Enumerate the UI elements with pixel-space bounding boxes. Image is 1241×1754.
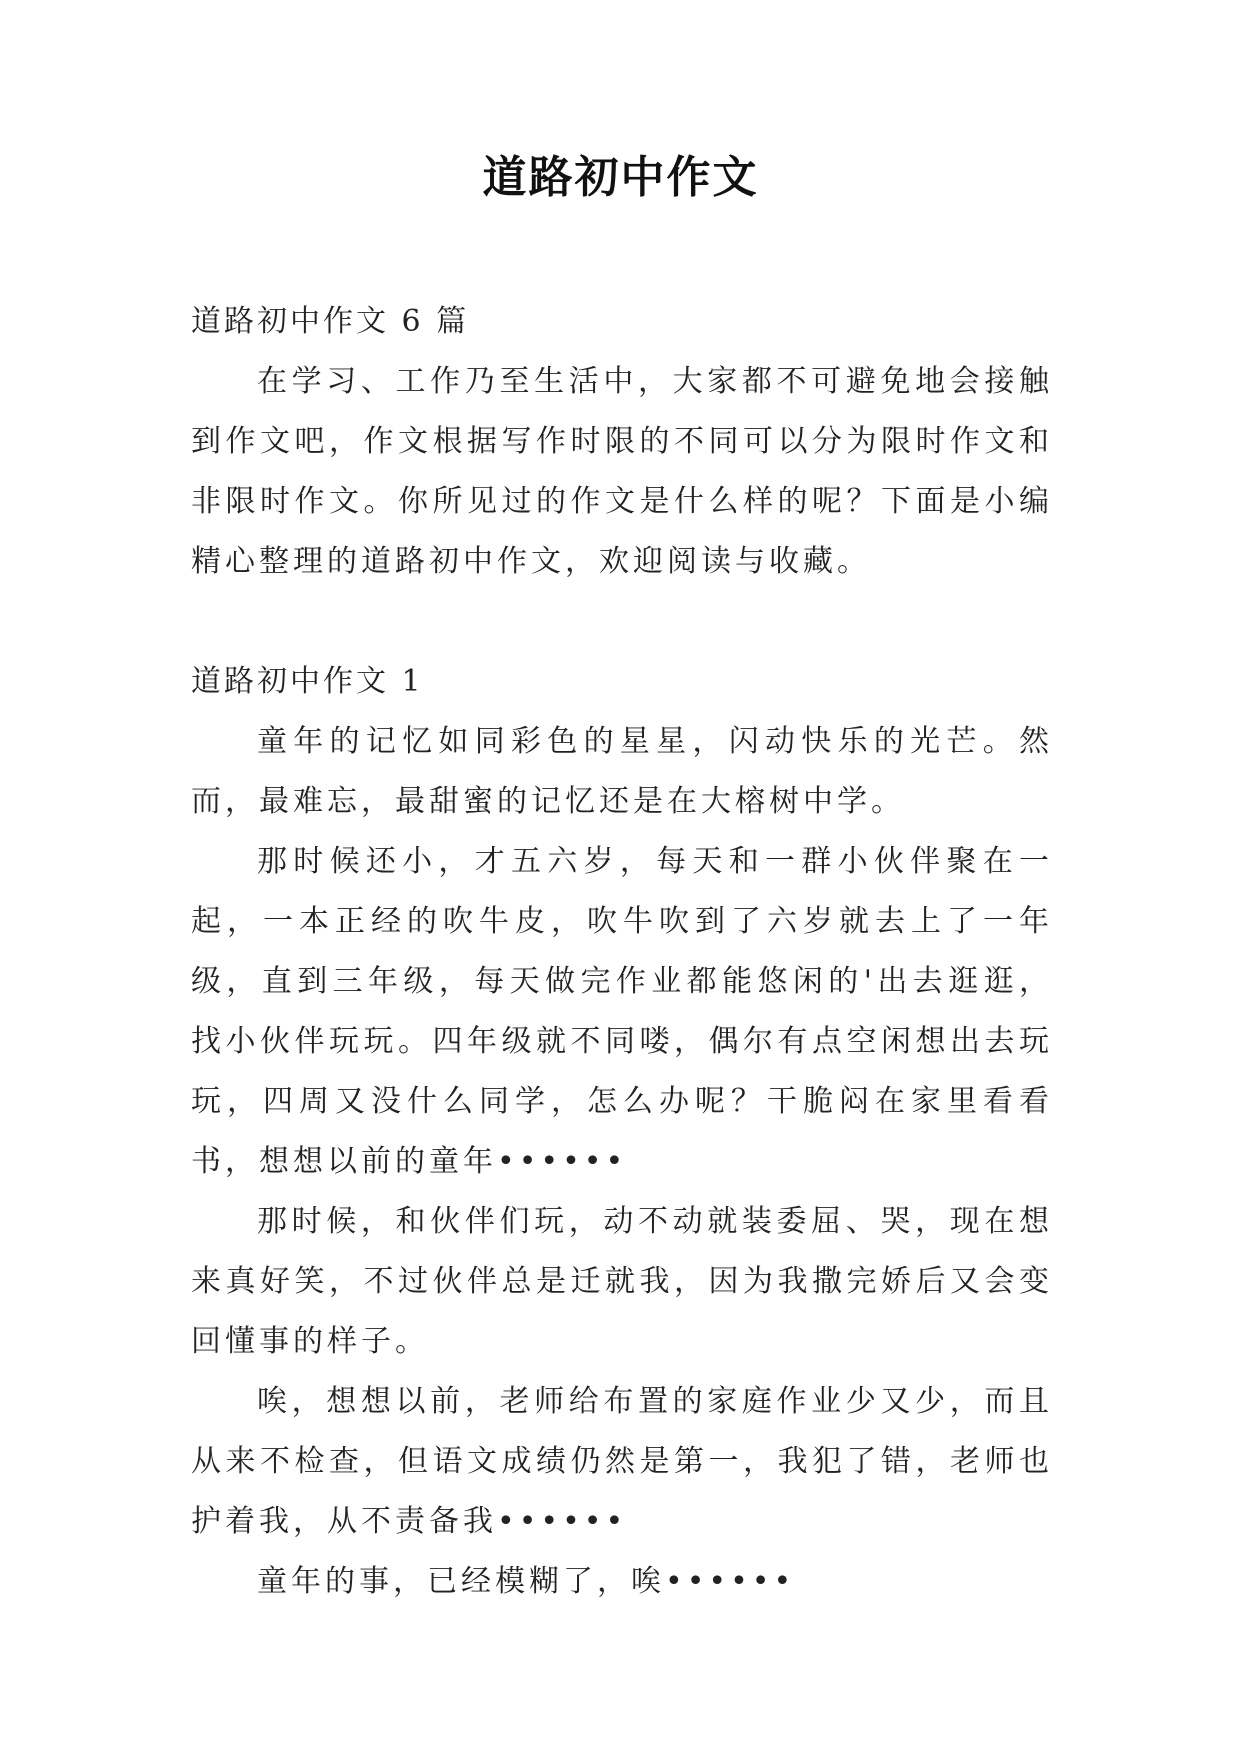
body-paragraph: 童年的事，已经模糊了，唉••••••	[257, 1564, 796, 1599]
page-title: 道路初中作文	[482, 152, 759, 203]
section-heading: 道路初中作文 1	[191, 664, 424, 699]
document-subtitle: 道路初中作文 6 篇	[191, 304, 470, 339]
section-spacer	[191, 592, 1053, 652]
intro-paragraph: 在学习、工作乃至生活中，大家都不可避免地会接触到作文吧，作文根据写作时限的不同可以分为限时作文和非限时作文。你所见过的作文是什么样的呢？下面是小编精心整理的道路初中作文，欢迎阅读与收藏。	[191, 364, 1053, 579]
body-paragraph: 那时候还小，才五六岁，每天和一群小伙伴聚在一起，一本正经的吹牛皮，吹牛吹到了六岁就去上了一年级，直到三年级，每天做完作业都能悠闲的'出去逛逛，找小伙伴玩玩。四年级就不同喽，偶尔有点空闲想出去玩玩，四周又没什么同学，怎么办呢？干脆闷在家里看看书，想想以前的童年••••••	[191, 844, 1053, 1179]
document-body	[191, 292, 1053, 1612]
body-paragraph: 那时候，和伙伴们玩，动不动就装委屈、哭，现在想来真好笑，不过伙伴总是迁就我，因为我撒完娇后又会变回懂事的样子。	[191, 1204, 1053, 1359]
body-paragraph: 童年的记忆如同彩色的星星，闪动快乐的光芒。然而，最难忘，最甜蜜的记忆还是在大榕树中学。	[191, 724, 1053, 819]
body-paragraph: 唉，想想以前，老师给布置的家庭作业少又少，而且从来不检查，但语文成绩仍然是第一，我犯了错，老师也护着我，从不责备我••••••	[191, 1384, 1053, 1539]
